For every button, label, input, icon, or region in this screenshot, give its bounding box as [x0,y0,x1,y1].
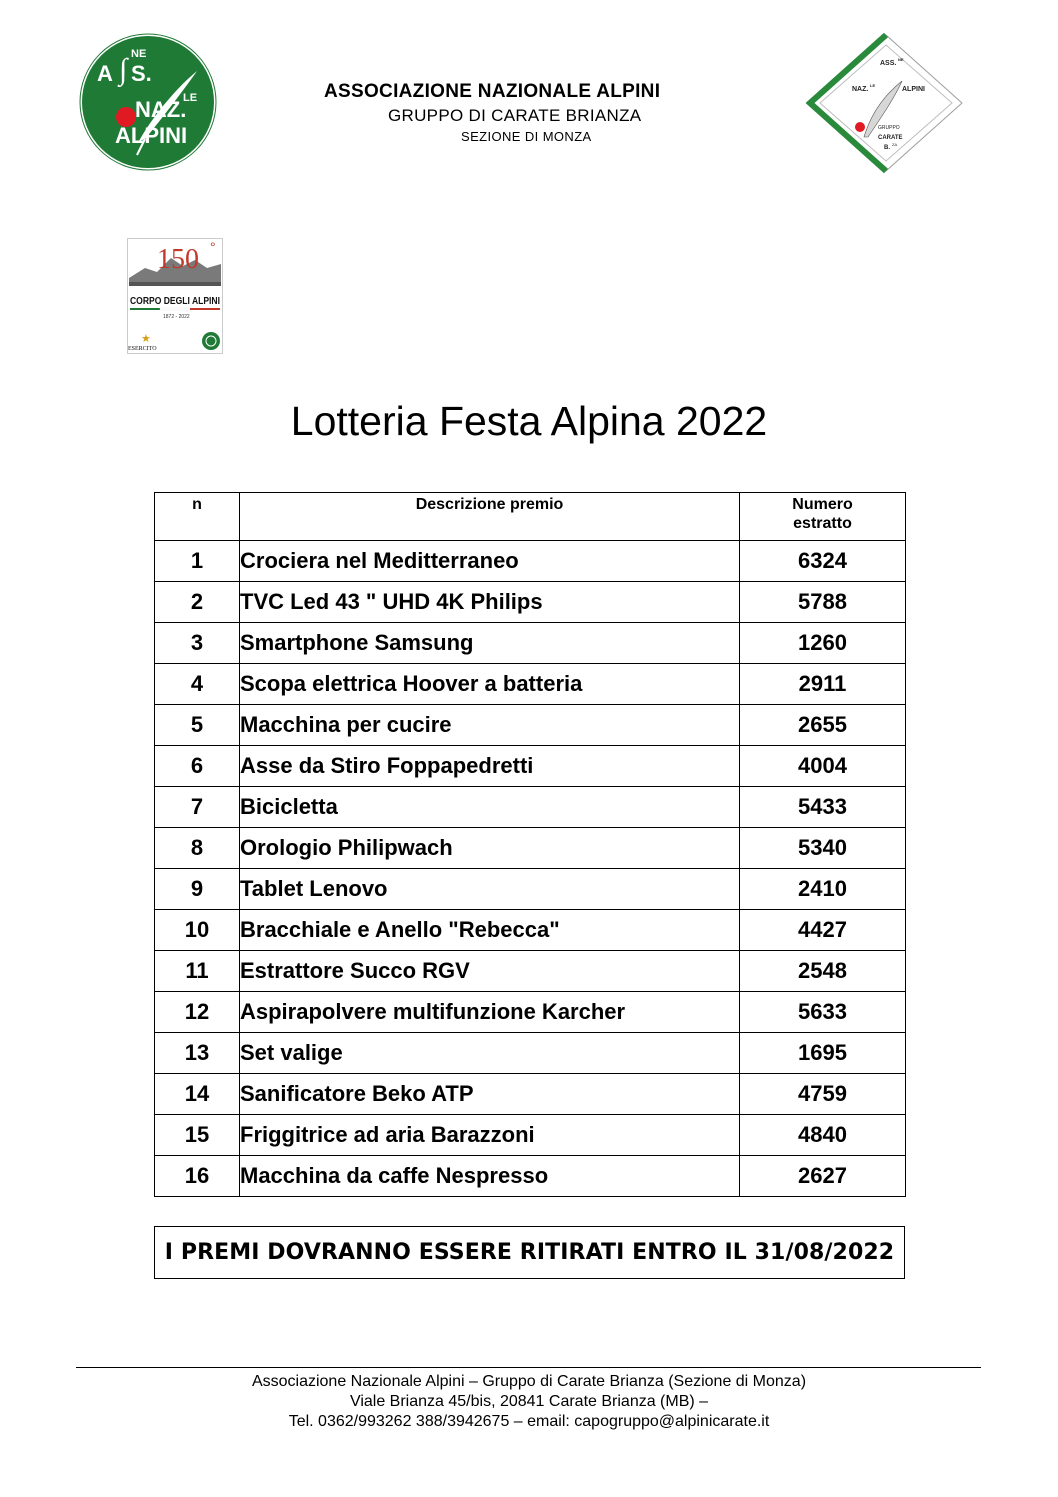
prize-description-cell: Bracchiale e Anello "Rebecca" [240,910,740,951]
footer [0,1372,1058,1432]
prize-number-cell: 9 [155,869,240,910]
table-row [155,1074,906,1115]
svg-text:ESERCITO: ESERCITO [128,346,157,352]
table-row [155,582,906,623]
drawn-number-cell: 5433 [740,787,906,828]
drawn-number-cell: 4840 [740,1115,906,1156]
svg-text:CORPO DEGLI ALPINI: CORPO DEGLI ALPINI [130,296,221,307]
drawn-number-cell: 2627 [740,1156,906,1197]
svg-text:ALPINI: ALPINI [115,123,188,148]
table-row [155,951,906,992]
drawn-number-cell: 4427 [740,910,906,951]
footer-line-1: Associazione Nazionale Alpini – Gruppo di Carate Brianza (Sezione di Monza) [251,1373,807,1390]
table-row [155,828,906,869]
table-row [155,705,906,746]
svg-text:LE: LE [870,83,876,88]
prize-number-cell: 1 [155,541,240,582]
prize-description-cell: Friggitrice ad aria Barazzoni [240,1115,740,1156]
svg-text:ZA: ZA [892,142,898,147]
prize-number-cell: 4 [155,664,240,705]
prize-description-cell: Scopa elettrica Hoover a batteria [240,664,740,705]
svg-text:ALPINI: ALPINI [902,86,925,93]
prize-number-cell: 12 [155,992,240,1033]
table-row [155,1033,906,1074]
svg-text:NE: NE [131,48,147,60]
group-name: GRUPPO DI CARATE BRIANZA [388,106,642,125]
prize-description-cell: Crociera nel Meditterraneo [240,541,740,582]
prize-number-cell: 15 [155,1115,240,1156]
svg-text:CARATE: CARATE [878,135,903,141]
table-row [155,1115,906,1156]
drawn-number-cell: 5340 [740,828,906,869]
svg-text:°: ° [210,239,216,255]
col-header-description: Descrizione premio [240,493,740,541]
prize-description-cell: Tablet Lenovo [240,869,740,910]
svg-text:NAZ.: NAZ. [852,86,869,93]
prize-description-cell: Sanificatore Beko ATP [240,1074,740,1115]
footer-line-2: Viale Brianza 45/bis, 20841 Carate Brianza (MB) – [349,1393,709,1410]
drawn-number-cell: 1260 [740,623,906,664]
svg-text:150: 150 [157,244,199,275]
col-header-number: Numero estratto [740,493,906,541]
pompom-icon [855,122,865,132]
prize-description-cell: Set valige [240,1033,740,1074]
anniversary-150-logo [127,238,223,354]
prize-number-cell: 6 [155,746,240,787]
prize-description-cell: Aspirapolvere multifunzione Karcher [240,992,740,1033]
prize-number-cell: 8 [155,828,240,869]
svg-text:1872 - 2022: 1872 - 2022 [163,314,190,320]
prize-number-cell: 11 [155,951,240,992]
association-name: ASSOCIAZIONE NAZIONALE ALPINI [324,81,661,102]
svg-text:∫: ∫ [119,53,128,86]
table-row [155,787,906,828]
prize-number-cell: 2 [155,582,240,623]
svg-text:B.: B. [884,145,890,151]
pickup-deadline-notice: I PREMI DOVRANNO ESSERE RITIRATI ENTRO IL 31/08/2022 [154,1226,905,1279]
table-row [155,746,906,787]
prize-number-cell: 7 [155,787,240,828]
footer-line-3: Tel. 0362/993262 388/3942675 – email: capogruppo@alpinicarate.it [288,1413,770,1430]
table-row [155,1156,906,1197]
table-row [155,623,906,664]
drawn-number-cell: 2548 [740,951,906,992]
drawn-number-cell: 6324 [740,541,906,582]
col-header-n: n [155,493,240,541]
prize-description-cell: Asse da Stiro Foppapedretti [240,746,740,787]
drawn-number-cell: 4759 [740,1074,906,1115]
table-row [155,910,906,951]
svg-text:S.: S. [131,61,152,86]
drawn-number-cell: 1695 [740,1033,906,1074]
ana-logo-left [79,33,217,171]
ana-mini-logo-icon [202,332,220,350]
drawn-number-cell: 4004 [740,746,906,787]
prize-description-cell: Orologio Philipwach [240,828,740,869]
table-row [155,869,906,910]
drawn-number-cell: 5633 [740,992,906,1033]
table-row [155,992,906,1033]
prize-description-cell: Bicicletta [240,787,740,828]
prize-description-cell: Macchina per cucire [240,705,740,746]
prize-number-cell: 13 [155,1033,240,1074]
drawn-number-cell: 2911 [740,664,906,705]
prize-number-cell: 3 [155,623,240,664]
footer-divider [76,1367,981,1368]
prize-number-cell: 14 [155,1074,240,1115]
drawn-number-cell: 5788 [740,582,906,623]
drawn-number-cell: 2655 [740,705,906,746]
svg-text:NAZ.: NAZ. [135,97,187,122]
table-row [155,541,906,582]
prize-description-cell: Estrattore Succo RGV [240,951,740,992]
svg-text:LE: LE [183,92,198,104]
svg-text:A: A [97,61,113,86]
prize-description-cell: TVC Led 43 " UHD 4K Philips [240,582,740,623]
prize-number-cell: 5 [155,705,240,746]
prize-description-cell: Smartphone Samsung [240,623,740,664]
prize-number-cell: 10 [155,910,240,951]
drawn-number-cell: 2410 [740,869,906,910]
prize-table [154,492,906,1197]
table-row [155,664,906,705]
section-name: SEZIONE DI MONZA [461,129,592,144]
table-header-row [155,493,906,541]
svg-text:ASS.: ASS. [880,60,897,67]
prize-description-cell: Macchina da caffe Nespresso [240,1156,740,1197]
prize-number-cell: 16 [155,1156,240,1197]
svg-text:GRUPPO: GRUPPO [878,125,900,131]
svg-text:NE: NE [898,57,904,62]
group-logo-right [808,33,964,173]
star-icon: ★ [141,332,151,345]
page-title: Lotteria Festa Alpina 2022 [290,398,768,444]
